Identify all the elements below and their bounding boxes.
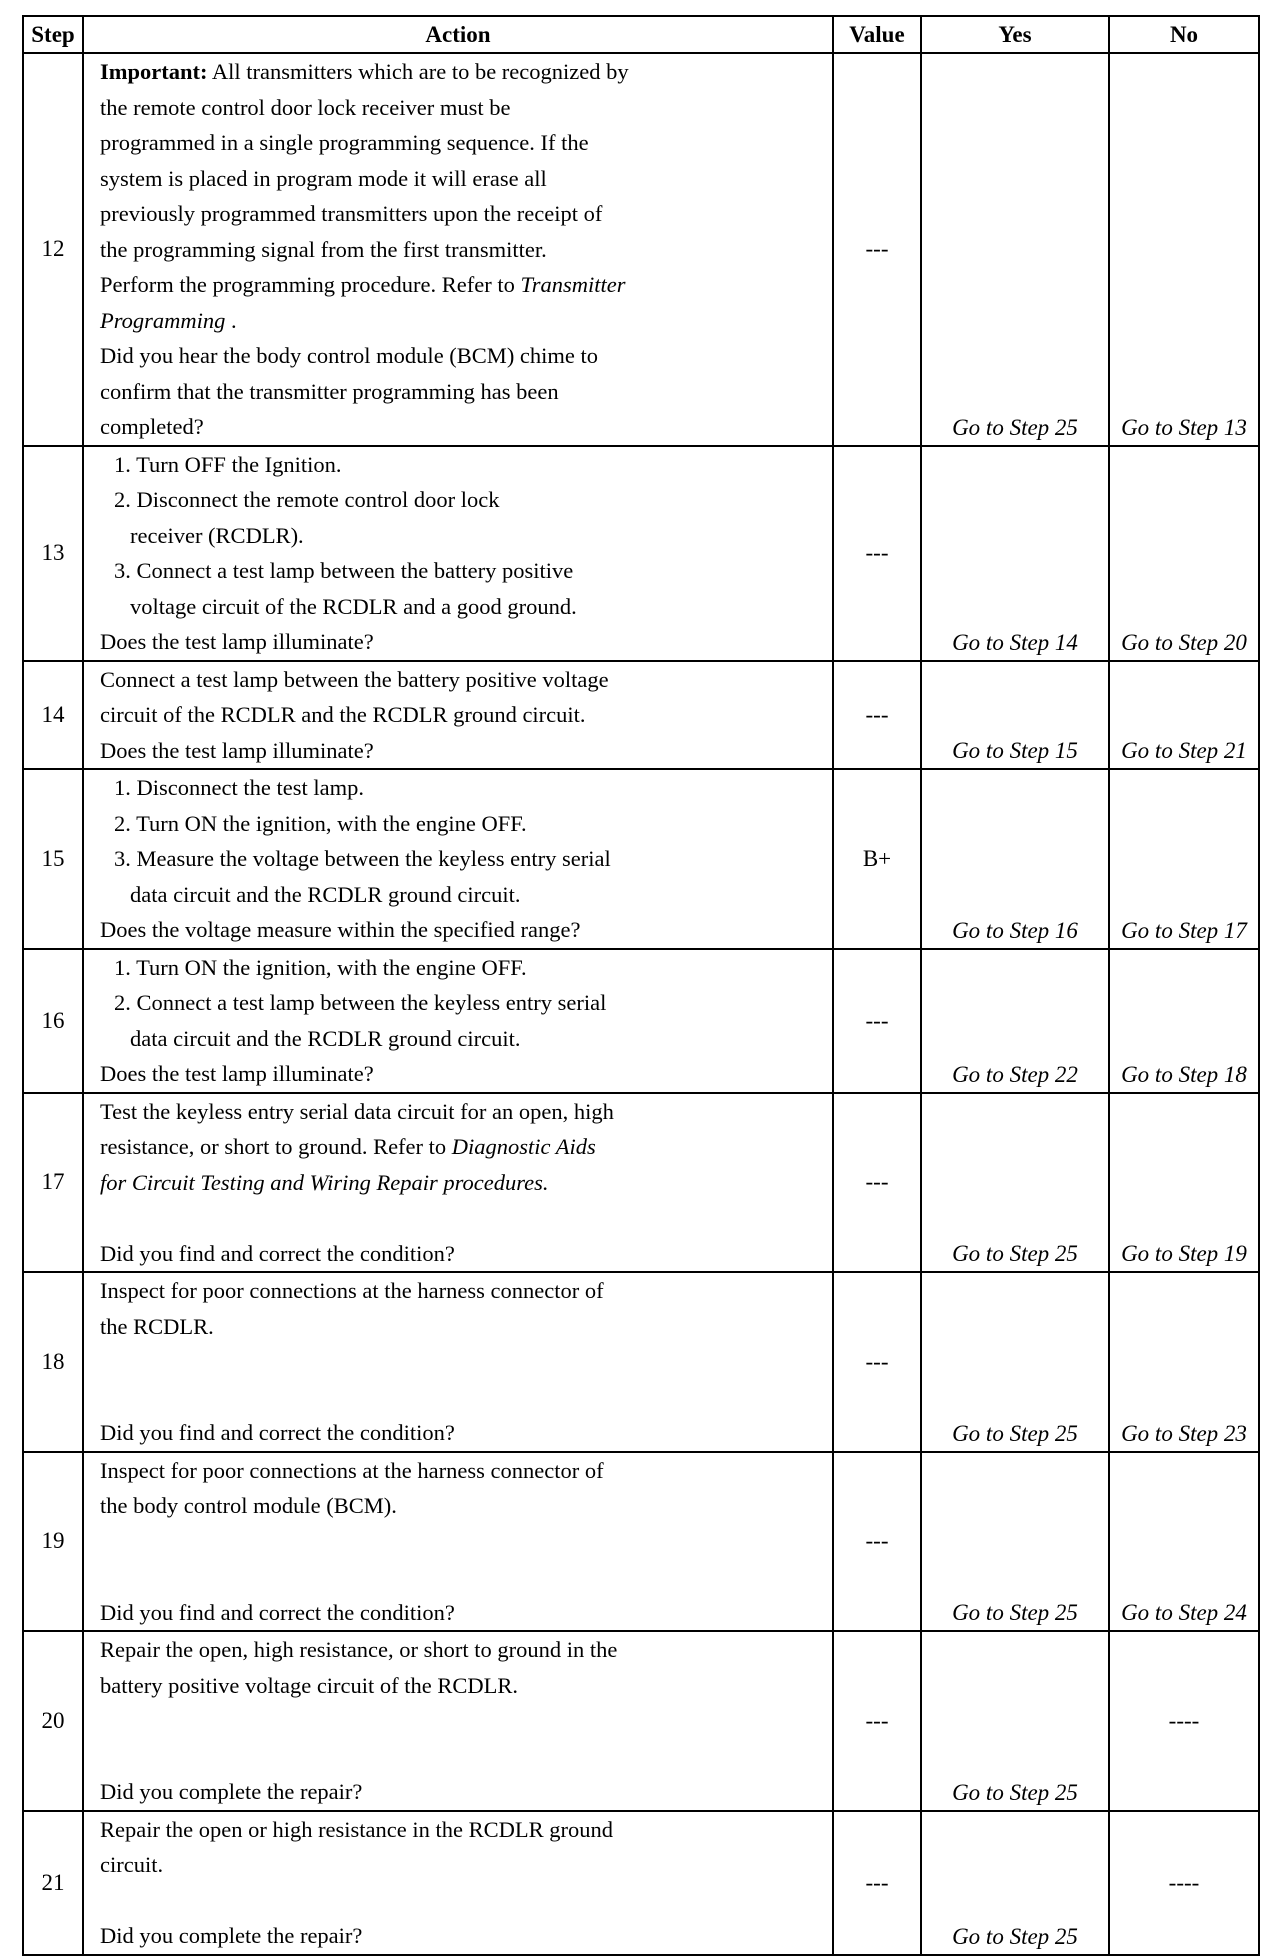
action-line: circuit. [100, 1852, 164, 1877]
header-yes: Yes [921, 16, 1109, 53]
header-value: Value [833, 16, 921, 53]
action-line: Connect a test lamp between the battery positive voltage [100, 666, 609, 692]
spacer [100, 1739, 826, 1775]
table-row [23, 1272, 1259, 1452]
transmitter-reference: Transmitter [520, 272, 626, 297]
action-line: the remote control door lock receiver must be [100, 94, 511, 120]
refer-text: Perform the programming procedure. Refer to [100, 272, 521, 297]
value-cell: B+ [833, 769, 921, 949]
action-line: Inspect for poor connections at the harness connector of [100, 1457, 604, 1483]
table-row [23, 1631, 1259, 1811]
value-cell: --- [833, 1452, 921, 1632]
important-label: Important: [100, 59, 208, 84]
value-cell: --- [833, 949, 921, 1093]
no-cell: Go to Step 13 [1109, 53, 1259, 446]
step-number: 21 [23, 1811, 83, 1955]
action-line: circuit of the RCDLR and the RCDLR ground circuit. [100, 702, 586, 727]
yes-cell: Go to Step 25 [921, 1811, 1109, 1955]
action-line: completed? [100, 414, 204, 439]
table-row [23, 53, 1259, 446]
action-line: 3. Connect a test lamp between the battery positive [114, 558, 574, 583]
action-line: for Circuit Testing and Wiring Repair procedures. [100, 1169, 549, 1195]
action-line: Repair the open or high resistance in the RCDLR ground [100, 1816, 614, 1842]
step-number: 16 [23, 949, 83, 1093]
action-cell [83, 1093, 833, 1273]
action-cell [83, 1631, 833, 1811]
action-line: programmed in a single programming sequence. If the [100, 130, 589, 155]
action-cell [83, 661, 833, 770]
no-cell: Go to Step 24 [1109, 1452, 1259, 1632]
step-number: 12 [23, 53, 83, 446]
spacer [100, 1883, 826, 1919]
action-line [100, 267, 826, 303]
action-line: 3. Measure the voltage between the keyless entry serial [114, 846, 611, 871]
spacer [100, 1703, 826, 1739]
action-line [100, 303, 826, 339]
header-step: Step [23, 16, 83, 53]
action-line: battery positive voltage circuit of the RCDLR. [100, 1672, 519, 1698]
action-line: Did you hear the body control module (BCM) chime to [100, 343, 599, 368]
table-row [23, 1811, 1259, 1955]
action-line: confirm that the transmitter programming has been [100, 378, 559, 404]
action-line: Does the test lamp illuminate? [100, 1061, 374, 1086]
action-cell [83, 1452, 833, 1632]
action-line: Repair the open, high resistance, or short to ground in the [100, 1637, 618, 1662]
important-text: All transmitters which are to be recognized by [207, 59, 629, 84]
spacer [100, 1524, 826, 1560]
programming-reference: Programming [100, 307, 226, 333]
spacer [100, 1559, 826, 1595]
action-line: Did you find and correct the condition? [100, 1420, 455, 1445]
table-row [23, 1093, 1259, 1273]
diagnostic-table [22, 15, 1260, 1956]
table-row [23, 1452, 1259, 1632]
action-line: voltage circuit of the RCDLR and a good ground. [130, 593, 577, 619]
action-line: data circuit and the RCDLR ground circuit. [130, 1025, 521, 1051]
action-cell [83, 949, 833, 1093]
value-cell: --- [833, 1811, 921, 1955]
no-cell: ---- [1109, 1631, 1259, 1811]
table-row [23, 446, 1259, 661]
no-cell: ---- [1109, 1811, 1259, 1955]
action-line: Inspect for poor connections at the harness connector of [100, 1278, 604, 1303]
action-line: Does the test lamp illuminate? [100, 629, 374, 654]
value-cell: --- [833, 661, 921, 770]
action-cell [83, 446, 833, 661]
action-line: 2. Turn ON the ignition, with the engine OFF. [114, 810, 527, 836]
value-cell: --- [833, 1272, 921, 1452]
yes-cell: Go to Step 16 [921, 769, 1109, 949]
value-cell: --- [833, 53, 921, 446]
step-number: 19 [23, 1452, 83, 1632]
action-line: Did you find and correct the condition? [100, 1599, 455, 1625]
yes-cell: Go to Step 15 [921, 661, 1109, 770]
action-line: Did you complete the repair? [100, 1923, 363, 1948]
step-number: 17 [23, 1093, 83, 1273]
table-row [23, 769, 1259, 949]
action-line: the programming signal from the first transmitter. [100, 236, 547, 262]
step-number: 14 [23, 661, 83, 770]
action-line: 1. Turn ON the ignition, with the engine OFF. [114, 954, 527, 980]
action-line: Test the keyless entry serial data circuit for an open, high [100, 1098, 614, 1124]
action-line: data circuit and the RCDLR ground circuit. [130, 881, 521, 907]
spacer [100, 1344, 826, 1380]
action-line: Did you find and correct the condition? [100, 1240, 455, 1266]
diagnostic-table-container [22, 15, 1258, 1956]
action-cell [83, 769, 833, 949]
action-line: 2. Connect a test lamp between the keyless entry serial [114, 990, 607, 1015]
spacer [100, 1200, 826, 1236]
no-cell: Go to Step 19 [1109, 1093, 1259, 1273]
yes-cell: Go to Step 22 [921, 949, 1109, 1093]
action-line: 1. Disconnect the test lamp. [114, 775, 364, 800]
action-line: Did you complete the repair? [100, 1779, 363, 1804]
refer-text: resistance, or short to ground. Refer to [100, 1134, 452, 1159]
spacer [100, 1380, 826, 1416]
action-line: the body control module (BCM). [100, 1493, 397, 1518]
yes-cell: Go to Step 25 [921, 1452, 1109, 1632]
no-cell: Go to Step 20 [1109, 446, 1259, 661]
action-line: receiver (RCDLR). [130, 522, 304, 548]
no-cell: Go to Step 23 [1109, 1272, 1259, 1452]
action-line: Does the test lamp illuminate? [100, 737, 374, 763]
action-line [100, 1129, 826, 1165]
yes-cell: Go to Step 25 [921, 1272, 1109, 1452]
table-row [23, 661, 1259, 770]
yes-cell: Go to Step 25 [921, 1093, 1109, 1273]
action-line: system is placed in program mode it will erase all [100, 165, 547, 191]
yes-cell: Go to Step 14 [921, 446, 1109, 661]
action-line: previously programmed transmitters upon the receipt of [100, 201, 603, 226]
action-line: 1. Turn OFF the Ignition. [114, 451, 342, 477]
action-cell [83, 1811, 833, 1955]
action-line: Does the voltage measure within the specified range? [100, 917, 581, 942]
action-line: the RCDLR. [100, 1313, 214, 1339]
action-cell [83, 53, 833, 446]
header-row [23, 16, 1259, 53]
yes-cell: Go to Step 25 [921, 53, 1109, 446]
header-action: Action [83, 16, 833, 53]
no-cell: Go to Step 17 [1109, 769, 1259, 949]
value-cell: --- [833, 446, 921, 661]
step-number: 18 [23, 1272, 83, 1452]
step-number: 15 [23, 769, 83, 949]
header-no: No [1109, 16, 1259, 53]
action-line [100, 54, 826, 90]
step-number: 20 [23, 1631, 83, 1811]
value-cell: --- [833, 1093, 921, 1273]
reference-period: . [225, 307, 237, 333]
action-cell [83, 1272, 833, 1452]
no-cell: Go to Step 21 [1109, 661, 1259, 770]
yes-cell: Go to Step 25 [921, 1631, 1109, 1811]
no-cell: Go to Step 18 [1109, 949, 1259, 1093]
value-cell: --- [833, 1631, 921, 1811]
step-number: 13 [23, 446, 83, 661]
action-line: 2. Disconnect the remote control door lock [114, 487, 500, 512]
diagnostic-aids-reference: Diagnostic Aids [451, 1134, 596, 1159]
table-row [23, 949, 1259, 1093]
